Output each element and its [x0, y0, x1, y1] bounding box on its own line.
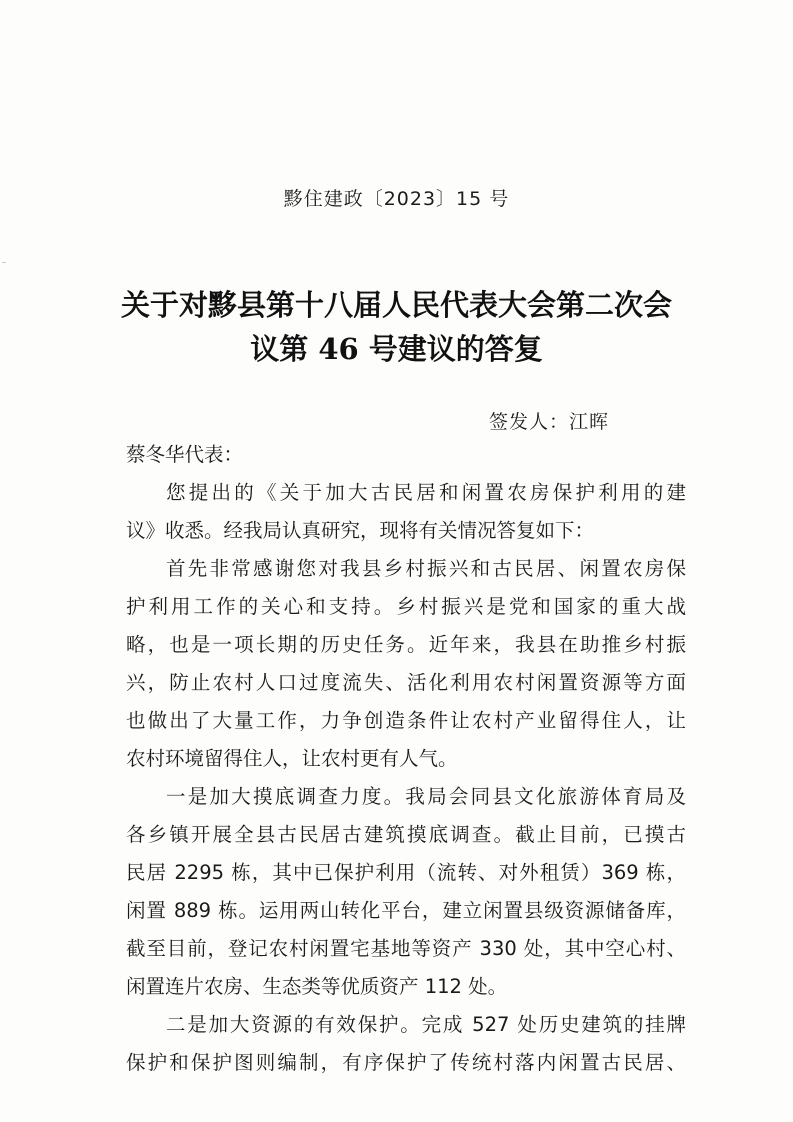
document-number: 黟住建政〔2023〕15 号 [283, 188, 510, 210]
paragraph-line: 各乡镇开展全县古民居古建筑摸底调查。截止目前，已摸古 [126, 823, 686, 846]
document-body [126, 436, 686, 1082]
paragraph-line: 您提出的《关于加大古民居和闲置农房保护利用的建 [166, 481, 686, 504]
paragraph-3 [126, 778, 686, 1006]
paragraph-2 [126, 550, 686, 778]
paragraph-line: 也做出了大量工作，力争创造条件让农村产业留得住人，让 [126, 709, 686, 732]
paragraph-line: 民居 2295 栋，其中已保护利用（流转、对外租赁）369 栋， [126, 861, 686, 884]
paragraph-4 [126, 1006, 686, 1082]
paragraph-line: 一是加大摸底调查力度。我局会同县文化旅游体育局及 [166, 785, 686, 808]
signer-line: 签发人：江晖 [489, 411, 610, 433]
salutation: 蔡冬华代表： [126, 443, 244, 466]
paragraph-line: 保护和保护图则编制，有序保护了传统村落内闲置古民居、 [126, 1051, 686, 1074]
paragraph-line: 农村环境留得住人，让农村更有人气。 [126, 747, 458, 770]
scan-edge-mark [2, 262, 6, 263]
paragraph-1 [126, 474, 686, 550]
paragraph-line: 闲置连片农房、生态类等优质资产 112 处。 [126, 975, 508, 998]
paragraph-line: 闲置 889 栋。运用两山转化平台，建立闲置县级资源储备库， [126, 899, 686, 922]
title-line-2: 议第 46 号建议的答复 [250, 332, 543, 366]
paragraph-line: 首先非常感谢您对我县乡村振兴和古民居、闲置农房保 [166, 557, 686, 580]
paragraph-line: 议》收悉。经我局认真研究，现将有关情况答复如下： [126, 519, 595, 542]
paragraph-line: 截至目前，登记农村闲置宅基地等资产 330 处，其中空心村、 [126, 937, 686, 960]
title-line-1: 关于对黟县第十八届人民代表大会第二次会 [120, 288, 672, 322]
paragraph-line: 略，也是一项长期的历史任务。近年来，我县在助推乡村振 [126, 633, 686, 656]
paragraph-line: 护利用工作的关心和支持。乡村振兴是党和国家的重大战 [126, 595, 686, 618]
document-title [0, 283, 793, 371]
paragraph-line: 二是加大资源的有效保护。完成 527 处历史建筑的挂牌 [166, 1013, 686, 1036]
paragraph-line: 兴，防止农村人口过度流失、活化利用农村闲置资源等方面 [126, 671, 686, 694]
